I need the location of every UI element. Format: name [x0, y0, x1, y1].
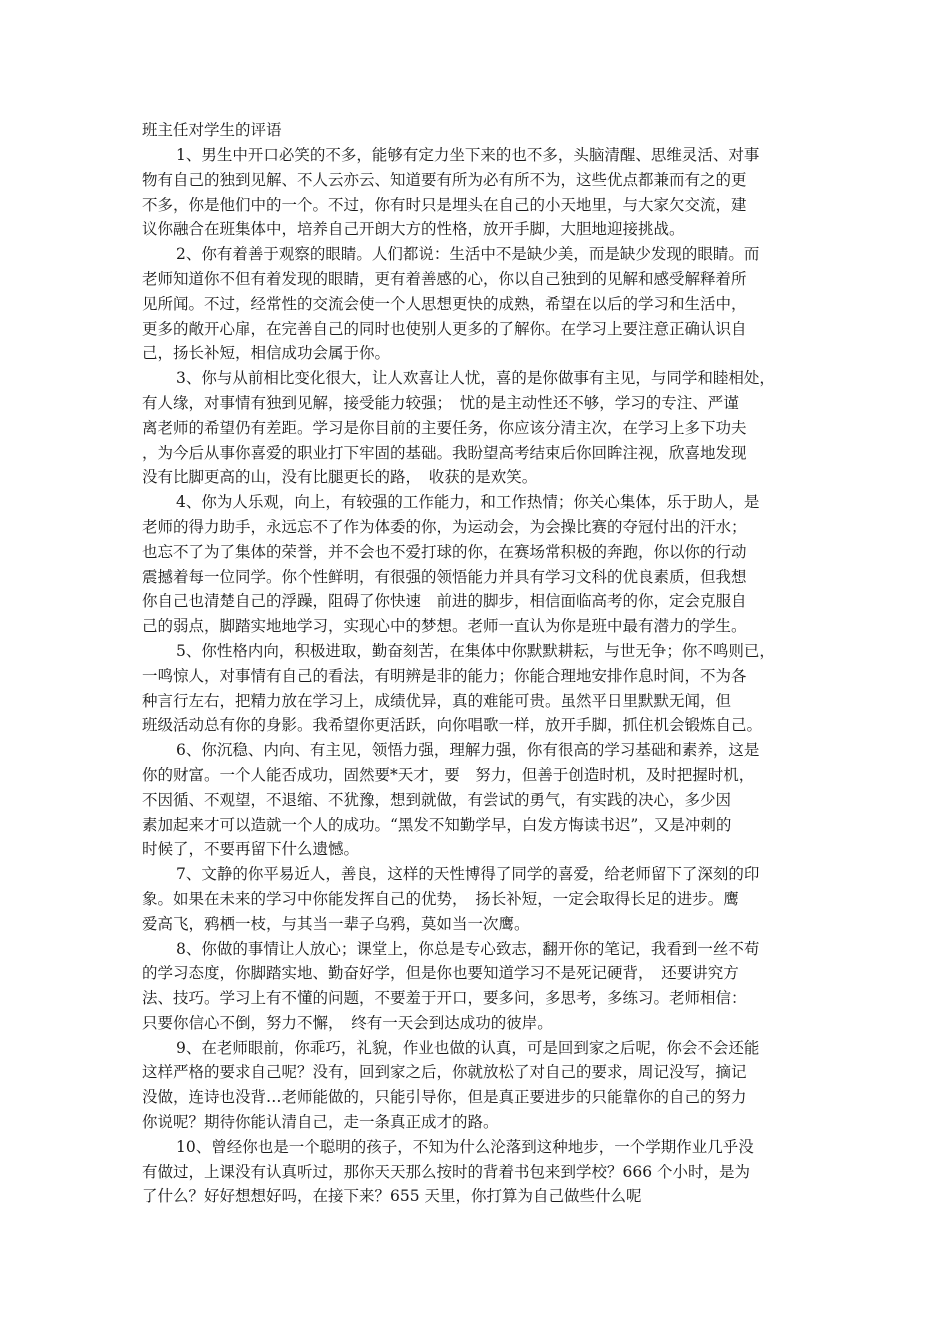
paragraph-line: 你说呢？期待你能认清自己，走一条真正成才的路。: [142, 1113, 499, 1132]
paragraph-line: 你自己也清楚自己的浮躁，阻碍了你快速 前进的脚步，相信面临高考的你，定会克服自: [142, 592, 747, 611]
comment-paragraph: [142, 862, 818, 936]
comment-paragraph: [142, 242, 818, 366]
paragraph-line: 老师的得力助手，永远忘不了作为体委的你，为运动会，为会操比赛的夺冠付出的汗水；: [142, 517, 747, 536]
paragraph-line: 8、你做的事情让人放心；课堂上，你总是专心致志，翻开你的笔记，我看到一丝不苟: [176, 939, 760, 958]
document-title: 班主任对学生的评语: [142, 121, 282, 139]
comment-paragraph: [142, 937, 818, 1036]
paragraph-line: 议你融合在班集体中，培养自己开朗大方的性格，放开手脚，大胆地迎接挑战。: [142, 220, 685, 239]
comment-paragraph: [142, 1036, 818, 1135]
paragraph-line: 不因循、不观望，不退缩、不犹豫，想到就做，有尝试的勇气，有实践的决心，多少因: [142, 790, 732, 809]
comment-paragraph: [142, 143, 818, 242]
paragraph-line: 了什么？好好想想好吗，在接下来？655 天里，你打算为自己做些什么呢: [142, 1187, 642, 1206]
comment-paragraph: [142, 366, 818, 490]
paragraph-line: 这样严格的要求自己呢？没有，回到家之后，你就放松了对自己的要求，周记没写，摘记: [142, 1063, 747, 1082]
paragraph-line: 己，扬长补短，相信成功会属于你。: [142, 344, 391, 363]
paragraph-line: 老师知道你不但有着发现的眼睛，更有着善感的心，你以自己独到的见解和感受解释着所: [142, 269, 747, 288]
paragraph-line: 一鸣惊人，对事情有自己的看法，有明辨是非的能力；你能合理地安排作息时间，不为各: [142, 666, 747, 685]
paragraph-line: 4、你为人乐观，向上，有较强的工作能力，和工作热情；你关心集体，乐于助人，是: [176, 493, 760, 512]
paragraph-line: 班级活动总有你的身影。我希望你更活跃，向你唱歌一样，放开手脚，抓住机会锻炼自己。: [142, 716, 763, 735]
paragraph-line: 见所闻。不过，经常性的交流会使一个人思想更快的成熟，希望在以后的学习和生活中，: [142, 294, 747, 313]
paragraph-line: 2、你有着善于观察的眼睛。人们都说：生活中不是缺少美，而是缺少发现的眼睛。而: [176, 245, 760, 264]
paragraph-line: 3、你与从前相比变化很大，让人欢喜让人忧，喜的是你做事有主见，与同学和睦相处，: [176, 369, 775, 388]
paragraph-line: 有做过，上课没有认真听过，那你天天那么按时的背着书包来到学校？666 个小时，是为: [142, 1162, 751, 1181]
paragraph-line: 不多，你是他们中的一个。不过，你有时只是埋头在自己的小天地里，与大家欠交流，建: [142, 195, 747, 214]
paragraph-line: 也忘不了为了集体的荣誉，并不会也不爱打球的你，在赛场常积极的奔跑，你以你的行动: [142, 542, 747, 561]
paragraph-line: 象。如果在未来的学习中你能发挥自己的优势， 扬长补短，一定会取得长足的进步。鹰: [142, 889, 739, 908]
paragraph-line: 爱高飞，鸦栖一枝，与其当一辈子乌鸦，莫如当一次鹰。: [142, 914, 530, 933]
comment-paragraph: [142, 738, 818, 862]
paragraph-line: 有人缘，对事情有独到见解，接受能力较强； 忧的是主动性还不够，学习的专注、严谨: [142, 393, 739, 412]
paragraph-line: 法、技巧。学习上有不懂的问题，不要羞于开口，要多问，多思考，多练习。老师相信：: [142, 989, 747, 1008]
paragraph-line: 物有自己的独到见解、不人云亦云、知道要有所为必有所不为，这些优点都兼而有之的更: [142, 170, 747, 189]
comment-paragraph: [142, 490, 818, 639]
paragraph-line: 9、在老师眼前，你乖巧，礼貌，作业也做的认真，可是回到家之后呢，你会不会还能: [176, 1038, 760, 1057]
paragraph-line: 种言行左右，把精力放在学习上，成绩优异，真的难能可贵。虽然平日里默默无闻，但: [142, 691, 732, 710]
paragraph-line: 时候了，不要再留下什么遗憾。: [142, 840, 360, 859]
paragraph-line: 你的财富。一个人能否成功，固然要*天才，要 努力，但善于创造时机，及时把握时机，: [142, 765, 755, 784]
paragraph-line: 7、文静的你平易近人，善良，这样的天性博得了同学的喜爱，给老师留下了深刻的印: [176, 865, 760, 884]
paragraph-list: [142, 143, 818, 1209]
paragraph-line: 己的弱点，脚踏实地地学习，实现心中的梦想。老师一直认为你是班中最有潜力的学生。: [142, 617, 747, 636]
paragraph-line: 离老师的希望仍有差距。学习是你目前的主要任务，你应该分清主次，在学习上多下功夫: [142, 418, 747, 437]
paragraph-line: 5、你性格内向，积极进取，勤奋刻苦，在集体中你默默耕耘，与世无争；你不鸣则已，: [176, 641, 775, 660]
paragraph-line: 没有比脚更高的山，没有比腿更长的路， 收获的是欢笑。: [142, 468, 538, 487]
paragraph-line: 震撼着每一位同学。你个性鲜明，有很强的领悟能力并具有学习文科的优良素质，但我想: [142, 567, 747, 586]
paragraph-line: 没做，连诗也没背…老师能做的，只能引导你，但是真正要进步的只能靠你的自己的努力: [142, 1088, 747, 1107]
paragraph-line: ，为今后从事你喜爱的职业打下牢固的基础。我盼望高考结束后你回眸注视，欣喜地发现: [142, 443, 747, 462]
paragraph-line: 的学习态度，你脚踏实地、勤奋好学，但是你也要知道学习不是死记硬背， 还要讲究方: [142, 964, 739, 983]
paragraph-line: 素加起来才可以造就一个人的成功。“黑发不知勤学早，白发方悔读书迟”，又是冲刺的: [142, 815, 732, 834]
paragraph-line: 只要你信心不倒，努力不懈， 终有一天会到达成功的彼岸。: [142, 1013, 553, 1032]
paragraph-line: 更多的敞开心扉，在完善自己的同时也使别人更多的了解你。在学习上要注意正确认识自: [142, 319, 747, 338]
document-body: [142, 118, 818, 1209]
paragraph-line: 6、你沉稳、内向、有主见，领悟力强，理解力强，你有很高的学习基础和素养，这是: [176, 741, 760, 760]
comment-paragraph: [142, 1135, 818, 1209]
comment-paragraph: [142, 639, 818, 738]
paragraph-line: 10、曾经你也是一个聪明的孩子，不知为什么沦落到这种地步，一个学期作业几乎没: [176, 1137, 754, 1156]
paragraph-line: 1、男生中开口必笑的不多，能够有定力坐下来的也不多，头脑清醒、思维灵活、对事: [176, 146, 760, 164]
